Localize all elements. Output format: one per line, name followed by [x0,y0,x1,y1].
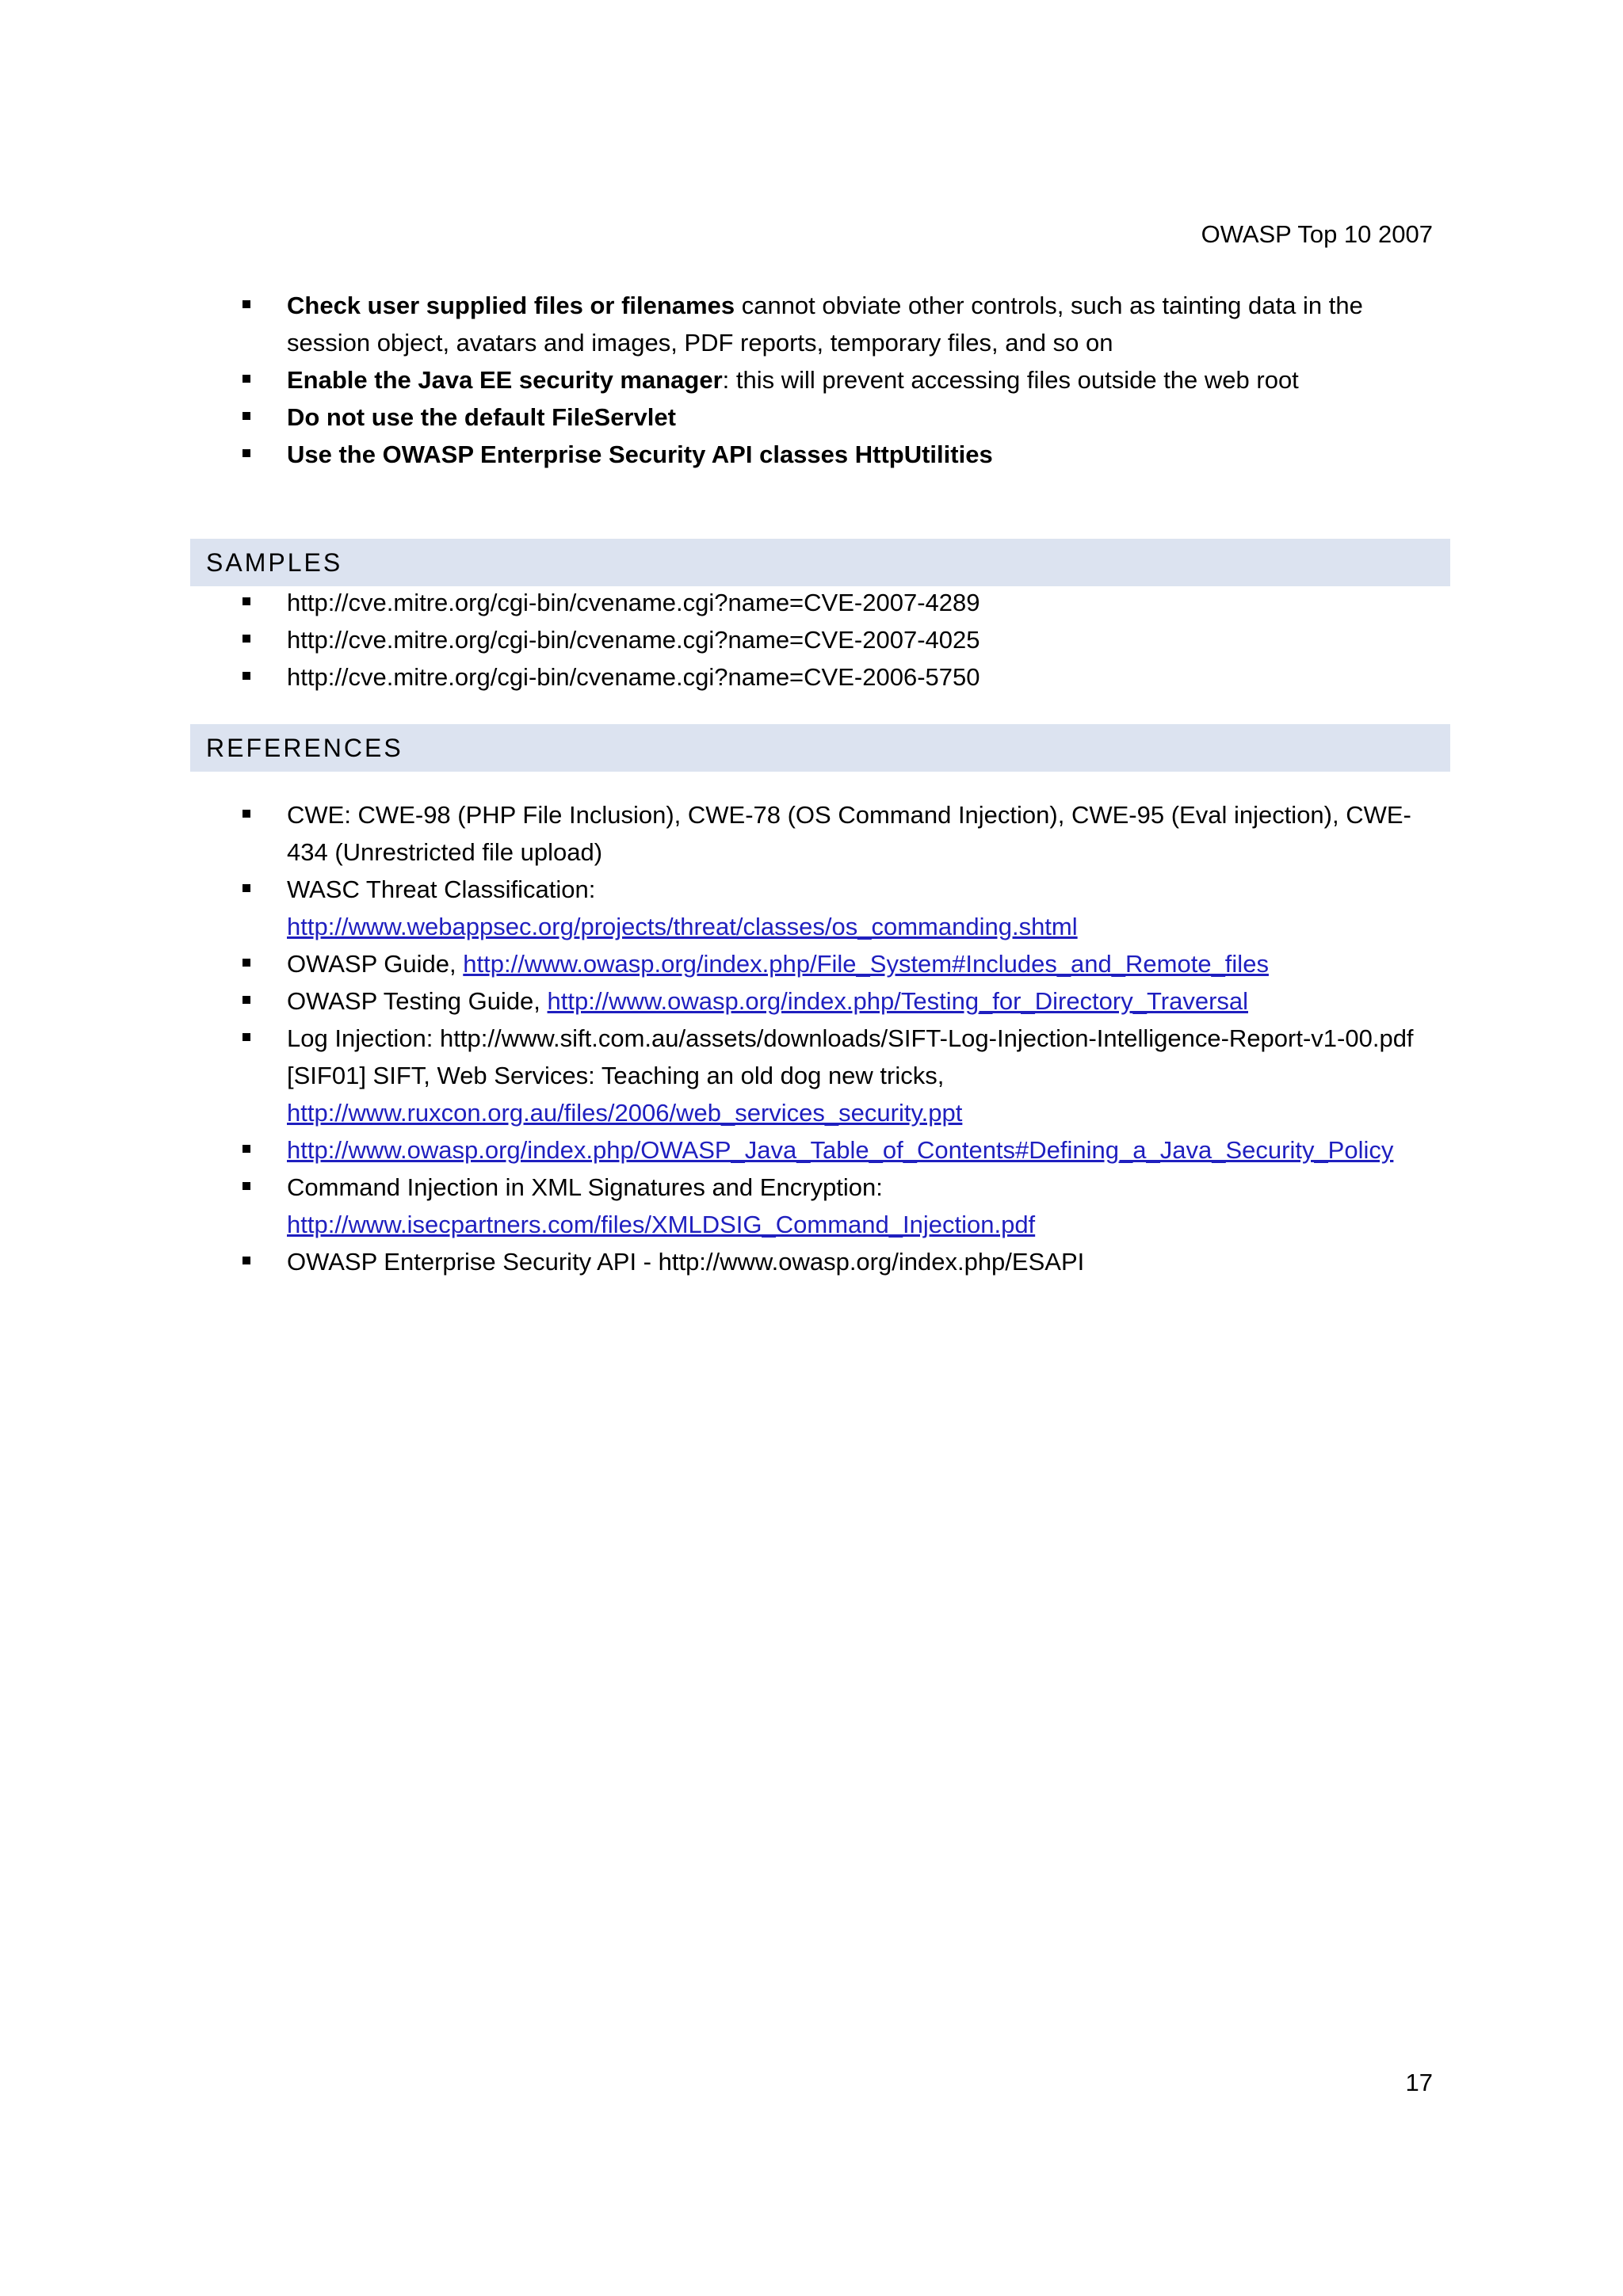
sample-cve-link[interactable]: http://cve.mitre.org/cgi-bin/cvename.cgi?name=CVE-2007-4025 [287,626,980,654]
cwe-reference: CWE: CWE-98 (PHP File Inclusion), CWE-78 (OS Command Injection), CWE-95 (Eval injection), CWE-434 (Unrestricted file upload) [287,801,1411,866]
square-bullet-icon [242,1145,250,1153]
xmldsig-link[interactable]: http://www.isecpartners.com/files/XMLDSIG_Command_Injection.pdf [287,1211,1036,1238]
recommendation-bold: Enable the Java EE security manager [287,366,723,394]
testing-guide-label: OWASP Testing Guide, [287,987,548,1015]
square-bullet-icon [242,884,250,892]
square-bullet-icon [242,996,250,1004]
square-bullet-icon [242,1257,250,1264]
square-bullet-icon [242,672,250,680]
list-item [287,1169,1444,1243]
list-item [287,1020,1444,1131]
recommendation-bold: Check user supplied files or filenames [287,292,735,319]
references-heading-band [190,724,1450,772]
samples-list [287,584,1444,696]
log-injection-reference: Log Injection: http://www.sift.com.au/assets/downloads/SIFT-Log-Injection-Intelligence-Report-v1-00.pdf [287,1024,1414,1052]
page-number: 17 [1405,2069,1433,2096]
wasc-link[interactable]: http://www.webappsec.org/projects/threat/classes/os_commanding.shtml [287,913,1078,940]
owasp-guide-link[interactable]: http://www.owasp.org/index.php/File_System#Includes_and_Remote_files [463,950,1269,978]
testing-guide-link[interactable]: http://www.owasp.org/index.php/Testing_for_Directory_Traversal [547,987,1249,1015]
list-item [287,436,1444,473]
square-bullet-icon [242,1033,250,1041]
square-bullet-icon [242,959,250,967]
list-item [287,945,1444,982]
xmldsig-label: Command Injection in XML Signatures and Encryption: [287,1173,883,1201]
sample-cve-link[interactable]: http://cve.mitre.org/cgi-bin/cvename.cgi?name=CVE-2007-4289 [287,589,980,616]
sif01-reference: [SIF01] SIFT, Web Services: Teaching an old dog new tricks, [287,1062,945,1089]
list-item [287,287,1444,361]
list-item [287,1243,1444,1280]
wasc-label: WASC Threat Classification: [287,875,596,903]
recommendation-bold: Do not use the default FileServlet [287,403,676,431]
sample-cve-link[interactable]: http://cve.mitre.org/cgi-bin/cvename.cgi?name=CVE-2006-5750 [287,663,980,691]
esapi-reference: OWASP Enterprise Security API - http://www.owasp.org/index.php/ESAPI [287,1248,1085,1276]
recommendation-text: cannot obviate other controls, such as tainting data in the session object, avatars and images, PDF reports, temporary files, and so on [287,292,1363,357]
samples-heading-band [190,539,1450,586]
square-bullet-icon [242,1182,250,1190]
square-bullet-icon [242,810,250,818]
recommendation-text: : this will prevent accessing files outside the web root [722,366,1299,394]
list-item [287,361,1444,399]
square-bullet-icon [242,597,250,605]
square-bullet-icon [242,300,250,308]
list-item [287,658,1444,696]
square-bullet-icon [242,449,250,457]
list-item [287,621,1444,658]
references-heading: REFERENCES [206,734,403,762]
list-item [287,796,1444,871]
square-bullet-icon [242,635,250,643]
java-security-policy-link[interactable]: http://www.owasp.org/index.php/OWASP_Java_Table_of_Contents#Defining_a_Java_Security_Policy [287,1136,1394,1164]
sif01-link[interactable]: http://www.ruxcon.org.au/files/2006/web_services_security.ppt [287,1099,963,1127]
owasp-guide-label: OWASP Guide, [287,950,464,978]
square-bullet-icon [242,375,250,383]
list-item [287,982,1444,1020]
list-item [287,584,1444,621]
list-item [287,1131,1444,1169]
square-bullet-icon [242,412,250,420]
recommendations-list [287,287,1444,473]
list-item [287,399,1444,436]
running-header: OWASP Top 10 2007 [1201,220,1433,248]
samples-heading: SAMPLES [206,548,343,577]
recommendation-bold: Use the OWASP Enterprise Security API classes HttpUtilities [287,441,993,468]
list-item [287,871,1444,945]
references-list [287,796,1444,1280]
